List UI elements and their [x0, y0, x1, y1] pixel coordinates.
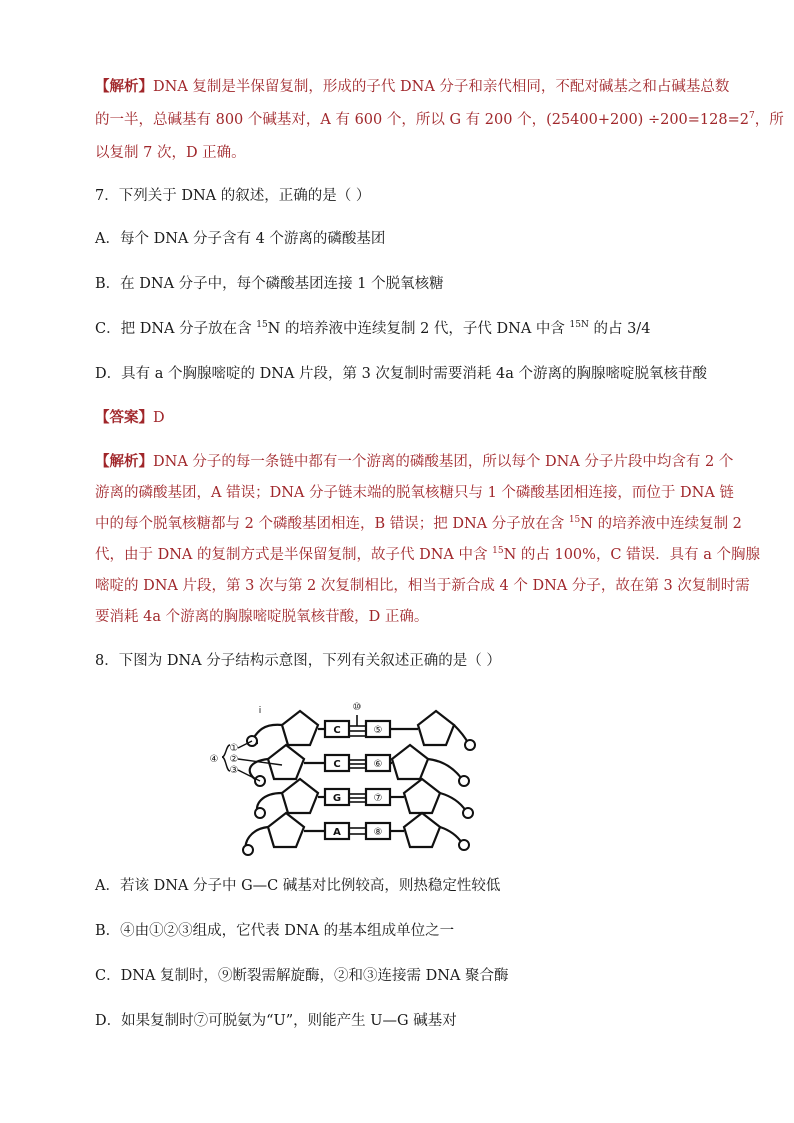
- label-7: ⑦: [373, 793, 383, 804]
- answer-value: D: [153, 410, 165, 426]
- dna-structure-diagram: [200, 693, 485, 858]
- phosphate-right-2: [459, 776, 469, 786]
- deoxyribose-right-2: [392, 745, 428, 779]
- base-g: G: [332, 793, 342, 804]
- q8-option-b: B．④由①②③组成，它代表 DNA 的基本组成单位之一: [95, 923, 455, 939]
- base-c-2: C: [333, 759, 341, 770]
- q7-analysis-line-4: 代，由于 DNA 的复制方式是半保留复制，故子代 DNA 中含 $^{15}$N 的占 100%，C 错误．具有 a 个胸腺: [95, 546, 761, 563]
- q7-analysis-line-3: 中的每个脱氧核糖都与 2 个磷酸基团相连，B 错误；把 DNA 分子放在含 $^{15}$N 的培养液中连续复制 2: [95, 515, 742, 532]
- q7-analysis-line-1: 【解析】DNA 分子的每一条链中都有一个游离的磷酸基团，所以每个 DNA 分子片段中均含有 2 个: [95, 453, 734, 470]
- phosphate-left-3: [255, 808, 265, 818]
- deoxyribose-left-1: [282, 711, 318, 745]
- deoxyribose-right-3: [404, 779, 440, 813]
- q7-option-c: C．把 DNA 分子放在含 $^{15}$N 的培养液中连续复制 2 代，子代 DNA 中含 $^{15N}$ 的占 3/4: [95, 320, 651, 337]
- q7-analysis-line-6: 要消耗 4a 个游离的胸腺嘧啶脱氧核苷酸，D 正确。: [95, 609, 429, 625]
- q7-option-d: D．具有 a 个胸腺嘧啶的 DNA 片段，第 3 次复制时需要消耗 4a 个游离的胸腺嘧啶脱氧核苷酸: [95, 366, 708, 382]
- label-10: ⑩: [352, 702, 362, 713]
- deoxyribose-left-3: [282, 779, 318, 813]
- phosphate-right-3: [463, 808, 473, 818]
- q8-option-a: A．若该 DNA 分子中 G—C 碱基对比例较高，则热稳定性较低: [95, 878, 501, 894]
- label-5: ⑤: [373, 725, 383, 736]
- phosphate-left-4: [243, 845, 253, 855]
- q7-analysis-line-5: 嘧啶的 DNA 片段，第 3 次与第 2 次复制相比，相当于新合成 4 个 DNA 分子，故在第 3 次复制时需: [95, 578, 750, 594]
- analysis-prev-line-2: 的一半，总碱基有 800 个碱基对，A 有 600 个，所以 G 有 200 个，$(25400+200) \div 200=128=2^7$，所: [95, 111, 784, 128]
- deoxyribose-left-4: [268, 813, 304, 847]
- analysis-tag: 【解析】: [95, 453, 153, 470]
- deoxyribose-right-4: [404, 813, 440, 847]
- label-i: i: [258, 706, 262, 716]
- phosphate-right-4: [459, 840, 469, 850]
- label-8: ⑧: [373, 827, 383, 838]
- q7-option-b: B．在 DNA 分子中，每个磷酸基团连接 1 个脱氧核糖: [95, 276, 444, 292]
- analysis-tag: 【解析】: [95, 78, 153, 95]
- question-7-stem: 7．下列关于 DNA 的叙述，正确的是（ ）: [95, 188, 371, 204]
- deoxyribose-right-1: [418, 711, 454, 745]
- deoxyribose-left-2: [268, 745, 304, 779]
- analysis-prev-line-1: 【解析】DNA 复制是半保留复制，形成的子代 DNA 分子和亲代相同，不配对碱基之和占碱基总数: [95, 78, 730, 95]
- question-8-stem: 8．下图为 DNA 分子结构示意图，下列有关叙述正确的是（ ）: [95, 653, 501, 669]
- q8-option-c: C．DNA 复制时，⑨断裂需解旋酶，②和③连接需 DNA 聚合酶: [95, 968, 509, 984]
- answer-tag: 【答案】: [95, 409, 153, 426]
- label-1: ①: [229, 743, 239, 754]
- q7-answer: [95, 408, 165, 428]
- label-2: ②: [229, 754, 239, 765]
- base-c-1: C: [333, 725, 341, 736]
- analysis-prev-line-3: 以复制 7 次，D 正确。: [95, 145, 246, 161]
- base-a: A: [333, 827, 341, 838]
- q7-option-a: A．每个 DNA 分子含有 4 个游离的磷酸基团: [95, 231, 386, 247]
- q8-option-d: D．如果复制时⑦可脱氨为“U”，则能产生 U—G 碱基对: [95, 1013, 457, 1029]
- q7-analysis-line-2: 游离的磷酸基团，A 错误；DNA 分子链末端的脱氧核糖只与 1 个磷酸基团相连接，而位于 DNA 链: [95, 485, 734, 501]
- label-3: ③: [229, 765, 239, 776]
- label-4: ④: [209, 754, 219, 765]
- phosphate-right-1: [465, 740, 475, 750]
- label-6: ⑥: [373, 759, 383, 770]
